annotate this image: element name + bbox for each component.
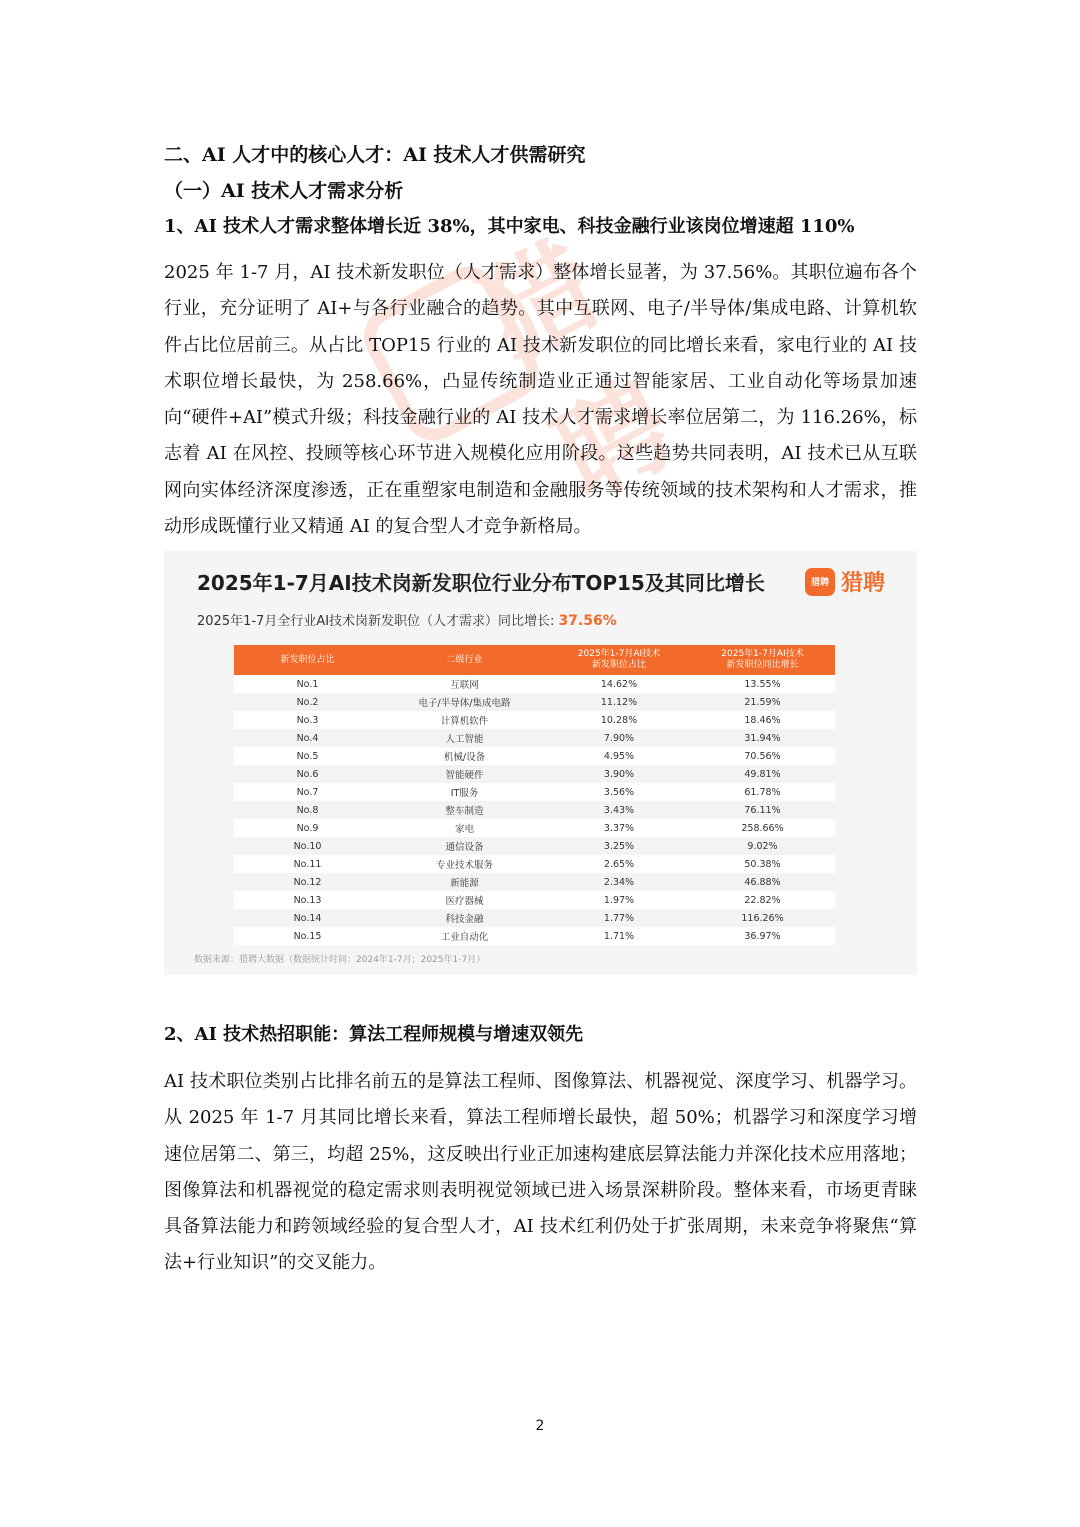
table-cell: 76.11% <box>690 801 835 819</box>
table-row <box>234 837 835 855</box>
table-cell: 3.43% <box>548 801 690 819</box>
page-number: 2 <box>535 1418 545 1434</box>
table-cell: 18.46% <box>690 711 835 729</box>
watermark-text: 猎聘 <box>461 219 693 524</box>
table-row <box>234 819 835 837</box>
table-row <box>234 729 835 747</box>
table-cell: No.11 <box>234 855 381 873</box>
table-cell: 通信设备 <box>381 837 548 855</box>
table-cell: No.12 <box>234 873 381 891</box>
table-cell: 50.38% <box>690 855 835 873</box>
table-cell: 11.12% <box>548 693 690 711</box>
table-cell: 116.26% <box>690 909 835 927</box>
table-header-cell: 二级行业 <box>381 645 548 675</box>
table-row <box>234 675 835 693</box>
table-cell: 1.71% <box>548 927 690 945</box>
table-cell: 21.59% <box>690 693 835 711</box>
table-cell: 人工智能 <box>381 729 548 747</box>
table-row <box>234 693 835 711</box>
figure-subtitle-value: 37.56% <box>558 613 617 629</box>
table-cell: No.15 <box>234 927 381 945</box>
table-row <box>234 801 835 819</box>
table-cell: 22.82% <box>690 891 835 909</box>
table-cell: 4.95% <box>548 747 690 765</box>
table-cell: 3.90% <box>548 765 690 783</box>
table-cell: 49.81% <box>690 765 835 783</box>
brand-logo-icon: 猎聘 <box>805 568 835 596</box>
table-cell: 1.77% <box>548 909 690 927</box>
subsection-heading: （一）AI 技术人才需求分析 <box>164 180 404 202</box>
table-cell: No.10 <box>234 837 381 855</box>
brand-logo-text: 猎聘 <box>841 571 886 596</box>
table-cell: 机械/设备 <box>381 747 548 765</box>
table-cell: 70.56% <box>690 747 835 765</box>
table-cell: 31.94% <box>690 729 835 747</box>
table-cell: No.14 <box>234 909 381 927</box>
point-heading-2: 2、AI 技术热招职能：算法工程师规模与增速双领先 <box>164 1024 584 1045</box>
table-row <box>234 765 835 783</box>
table-row <box>234 873 835 891</box>
table-cell: No.9 <box>234 819 381 837</box>
table-row <box>234 927 835 945</box>
table-cell: 家电 <box>381 819 548 837</box>
table-cell: 医疗器械 <box>381 891 548 909</box>
table-cell: 电子/半导体/集成电路 <box>381 693 548 711</box>
table-cell: 互联网 <box>381 675 548 693</box>
table-header-row <box>234 645 835 675</box>
table-cell: No.6 <box>234 765 381 783</box>
table-cell: 1.97% <box>548 891 690 909</box>
table-cell: 3.25% <box>548 837 690 855</box>
table-cell: 9.02% <box>690 837 835 855</box>
table-cell: 新能源 <box>381 873 548 891</box>
table-header-cell: 新发职位占比 <box>234 645 381 675</box>
table-row <box>234 747 835 765</box>
table-row <box>234 909 835 927</box>
figure-subtitle <box>197 610 617 629</box>
section-heading: 二、AI 人才中的核心人才：AI 技术人才供需研究 <box>164 144 586 166</box>
table-cell: 36.97% <box>690 927 835 945</box>
table-cell: No.4 <box>234 729 381 747</box>
table-cell: 258.66% <box>690 819 835 837</box>
table-cell: No.1 <box>234 675 381 693</box>
table-cell: IT服务 <box>381 783 548 801</box>
table-cell: 专业技术服务 <box>381 855 548 873</box>
table-row <box>234 855 835 873</box>
table-cell: 61.78% <box>690 783 835 801</box>
table-cell: 3.56% <box>548 783 690 801</box>
figure-subtitle-label: 2025年1-7月全行业AI技术岗新发职位（人才需求）同比增长: <box>197 614 555 629</box>
table-cell: 3.37% <box>548 819 690 837</box>
table-cell: No.2 <box>234 693 381 711</box>
table-cell: No.7 <box>234 783 381 801</box>
table-cell: No.5 <box>234 747 381 765</box>
table-cell: 13.55% <box>690 675 835 693</box>
table-cell: 科技金融 <box>381 909 548 927</box>
table-cell: 2.34% <box>548 873 690 891</box>
table-cell: 2.65% <box>548 855 690 873</box>
table-cell: 14.62% <box>548 675 690 693</box>
industry-table <box>234 645 835 945</box>
figure-source: 数据来源：猎聘大数据（数据统计时间：2024年1-7月；2025年1-7月） <box>194 955 486 965</box>
table-cell: 46.88% <box>690 873 835 891</box>
paragraph-1: 2025 年 1-7 月，AI 技术新发职位（人才需求）整体增长显著，为 37.56%。其职位遍布各个行业，充分证明了 AI+与各行业融合的趋势。其中互联网、电子/半导体/集成电路、计算机软件占比位居前三。从占比 TOP15 行业的 AI 技术新发职位的同比增长来看，家电行业的 AI 技术职位增长最快，为 258.66%，凸显传统制造业正通过智能家居、工业自动化等场景加速向“硬件+AI”模式升级；科技金融行业的 AI 技术人才需求增长率位居第二，为 116.26%，标志着 AI 在风控、投顾等核心环节进入规模化应用阶段。这些趋势共同表明，AI 技术已从互联网向实体经济深度渗透，正在重塑家电制造和金融服务等传统领域的技术架构和人才需求，推动形成既懂行业又精通 AI 的复合型人才竞争新格局。 <box>164 262 917 538</box>
table-cell: No.8 <box>234 801 381 819</box>
table-cell: 7.90% <box>548 729 690 747</box>
table-row <box>234 783 835 801</box>
table-row <box>234 711 835 729</box>
brand-logo <box>805 566 885 597</box>
table-cell: No.13 <box>234 891 381 909</box>
table-cell: 计算机软件 <box>381 711 548 729</box>
table-cell: 工业自动化 <box>381 927 548 945</box>
table-cell: No.3 <box>234 711 381 729</box>
figure-title: 2025年1-7月AI技术岗新发职位行业分布TOP15及其同比增长 <box>197 571 765 595</box>
table-figure <box>164 551 917 975</box>
table-cell: 整车制造 <box>381 801 548 819</box>
table-row <box>234 891 835 909</box>
table-header-cell: 2025年1-7月AI技术 新发职位占比 <box>548 645 690 675</box>
paragraph-2: AI 技术职位类别占比排名前五的是算法工程师、图像算法、机器视觉、深度学习、机器学习。从 2025 年 1-7 月其同比增长来看，算法工程师增长最快，超 50%；机器学习和深度学习增速位居第二、第三，均超 25%，这反映出行业正加速构建底层算法能力并深化技术应用落地；图像算法和机器视觉的稳定需求则表明视觉领域已进入场景深耕阶段。整体来看，市场更青睐具备算法能力和跨领域经验的复合型人才，AI 技术红利仍处于扩张周期，未来竞争将聚焦“算法+行业知识”的交叉能力。 <box>164 1071 917 1274</box>
table-cell: 智能硬件 <box>381 765 548 783</box>
point-heading-1: 1、AI 技术人才需求整体增长近 38%，其中家电、科技金融行业该岗位增速超 110% <box>164 216 855 237</box>
table-cell: 10.28% <box>548 711 690 729</box>
table-header-cell: 2025年1-7月AI技术 新发职位同比增长 <box>690 645 835 675</box>
